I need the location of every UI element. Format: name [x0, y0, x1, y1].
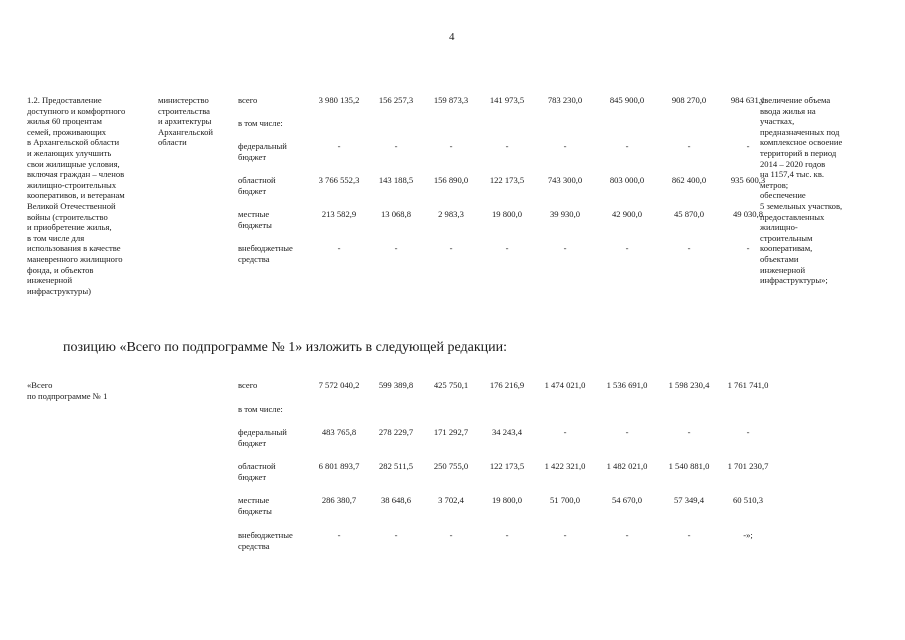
budget-row-label: федеральный бюджет	[238, 141, 287, 162]
budget-value-cell: 156 257,3	[378, 95, 414, 105]
budget-value-cell: 803 000,0	[609, 175, 645, 185]
budget-value-cell: -	[687, 427, 691, 437]
budget-row-label: местные бюджеты	[238, 209, 272, 230]
row2-title: «Всего по подпрограмме № 1	[27, 380, 108, 401]
row1-result: увеличение объема ввода жилья на участках, предназначенных под комплексное освоение территорий в период 2014 – 2020 годов на 1157,4 тыс. кв. метров; обеспечение 5 земельных участков, предоставленных жилищно- строительным кооперативам, объектами инженерной инфраструктуры»;	[760, 95, 843, 286]
budget-value-cell: 743 300,0	[547, 175, 583, 185]
budget-value-cell: 1 701 230,7	[727, 461, 769, 471]
budget-value-cell: -	[563, 141, 567, 151]
budget-value-cell: -	[625, 530, 629, 540]
budget-value-cell: -	[449, 141, 453, 151]
page-number: 4	[449, 31, 455, 43]
budget-value-cell: -	[394, 141, 398, 151]
budget-value-cell: 42 900,0	[611, 209, 643, 219]
budget-value-cell: 783 230,0	[547, 95, 583, 105]
budget-value-cell: -	[746, 243, 750, 253]
budget-value-cell: 213 582,9	[321, 209, 357, 219]
budget-value-cell: 1 422 321,0	[544, 461, 586, 471]
budget-value-cell: -	[337, 243, 341, 253]
budget-value-cell: 862 400,0	[671, 175, 707, 185]
budget-value-cell: -	[505, 243, 509, 253]
budget-value-cell: -	[337, 141, 341, 151]
budget-value-cell: 60 510,3	[732, 495, 764, 505]
instruction-text: позицию «Всего по подпрограмме № 1» изложить в следующей редакции:	[63, 340, 508, 355]
budget-value-cell: 19 800,0	[491, 495, 523, 505]
budget-value-cell: 54 670,0	[611, 495, 643, 505]
budget-value-cell: 1 482 021,0	[606, 461, 648, 471]
budget-row-label: внебюджетные средства	[238, 530, 293, 551]
budget-value-cell: 599 389,8	[378, 380, 414, 390]
budget-value-cell: -	[625, 141, 629, 151]
budget-value-cell: 1 540 881,0	[668, 461, 710, 471]
budget-row-label: внебюджетные средства	[238, 243, 293, 264]
budget-value-cell: 122 173,5	[489, 461, 525, 471]
budget-value-cell: 935 600,3	[730, 175, 766, 185]
budget-value-cell: -	[337, 530, 341, 540]
budget-value-cell: 3 702,4	[438, 495, 464, 505]
budget-value-cell: -	[449, 243, 453, 253]
budget-value-cell: 141 973,5	[489, 95, 525, 105]
budget-value-cell: -	[563, 427, 567, 437]
budget-value-cell: 39 930,0	[549, 209, 581, 219]
budget-value-cell: 49 030,8	[732, 209, 764, 219]
budget-value-cell: -	[394, 243, 398, 253]
budget-value-cell: -	[563, 530, 567, 540]
budget-value-cell: -	[746, 141, 750, 151]
budget-value-cell: -	[746, 427, 750, 437]
budget-row-label: федеральный бюджет	[238, 427, 287, 448]
budget-value-cell: -	[625, 427, 629, 437]
budget-value-cell: 45 870,0	[673, 209, 705, 219]
budget-row-label: областной бюджет	[238, 175, 276, 196]
budget-value-cell: 2 983,3	[438, 209, 464, 219]
budget-value-cell: -	[687, 243, 691, 253]
budget-value-cell: -	[449, 530, 453, 540]
budget-value-cell: 1 474 021,0	[544, 380, 586, 390]
budget-value-cell: 483 765,8	[321, 427, 357, 437]
budget-value-cell: 19 800,0	[491, 209, 523, 219]
budget-value-cell: 278 229,7	[378, 427, 414, 437]
budget-value-cell: 7 572 040,2	[318, 380, 360, 390]
budget-value-cell: 159 873,3	[433, 95, 469, 105]
budget-value-cell: 57 349,4	[673, 495, 705, 505]
budget-value-cell: 34 243,4	[491, 427, 523, 437]
budget-value-cell: 13 068,8	[380, 209, 412, 219]
budget-value-cell: 282 511,5	[378, 461, 414, 471]
budget-value-cell: 3 980 135,2	[318, 95, 360, 105]
budget-value-cell: -	[394, 530, 398, 540]
budget-value-cell: 1 761 741,0	[727, 380, 769, 390]
budget-row-label: в том числе:	[238, 118, 283, 128]
budget-row-label: всего	[238, 95, 258, 105]
budget-value-cell: -	[625, 243, 629, 253]
budget-value-cell: 845 900,0	[609, 95, 645, 105]
budget-value-cell: -	[687, 530, 691, 540]
budget-value-cell: -	[505, 530, 509, 540]
budget-value-cell: 425 750,1	[433, 380, 469, 390]
budget-value-cell: 171 292,7	[433, 427, 469, 437]
budget-value-cell: 286 380,7	[321, 495, 357, 505]
budget-value-cell: -	[505, 141, 509, 151]
budget-row-label: в том числе:	[238, 404, 283, 414]
row1-executor: министерство строительства и архитектуры Архангельской области	[158, 95, 213, 148]
budget-value-cell: 1 536 691,0	[606, 380, 648, 390]
budget-value-cell: 908 270,0	[671, 95, 707, 105]
budget-value-cell: 38 648,6	[380, 495, 412, 505]
budget-row-label: местные бюджеты	[238, 495, 272, 516]
budget-value-cell: 176 216,9	[489, 380, 525, 390]
budget-value-cell: 1 598 230,4	[668, 380, 710, 390]
budget-value-cell: 122 173,5	[489, 175, 525, 185]
budget-value-cell: 156 890,0	[433, 175, 469, 185]
budget-value-cell: 3 766 552,3	[318, 175, 360, 185]
budget-value-cell: -»;	[743, 530, 753, 540]
row1-title: 1.2. Предоставление доступного и комфортного жилья 60 процентам семей, проживающих в Архангельской области и желающих улучшить свои жилищные условия, включая граждан – членов жилищно-строительных кооперативов, и ветеранам Великой Отечественной войны (строительство и приобретение жилья, в том числе для использования в качестве маневренного жилищного фонда, и объектов инженерной инфраструктуры)	[27, 95, 126, 296]
budget-value-cell: -	[563, 243, 567, 253]
budget-value-cell: 984 631,1	[730, 95, 766, 105]
budget-value-cell: 250 755,0	[433, 461, 469, 471]
budget-value-cell: 6 801 893,7	[318, 461, 360, 471]
budget-row-label: всего	[238, 380, 258, 390]
budget-row-label: областной бюджет	[238, 461, 276, 482]
budget-value-cell: 143 188,5	[378, 175, 414, 185]
budget-value-cell: 51 700,0	[549, 495, 581, 505]
budget-value-cell: -	[687, 141, 691, 151]
